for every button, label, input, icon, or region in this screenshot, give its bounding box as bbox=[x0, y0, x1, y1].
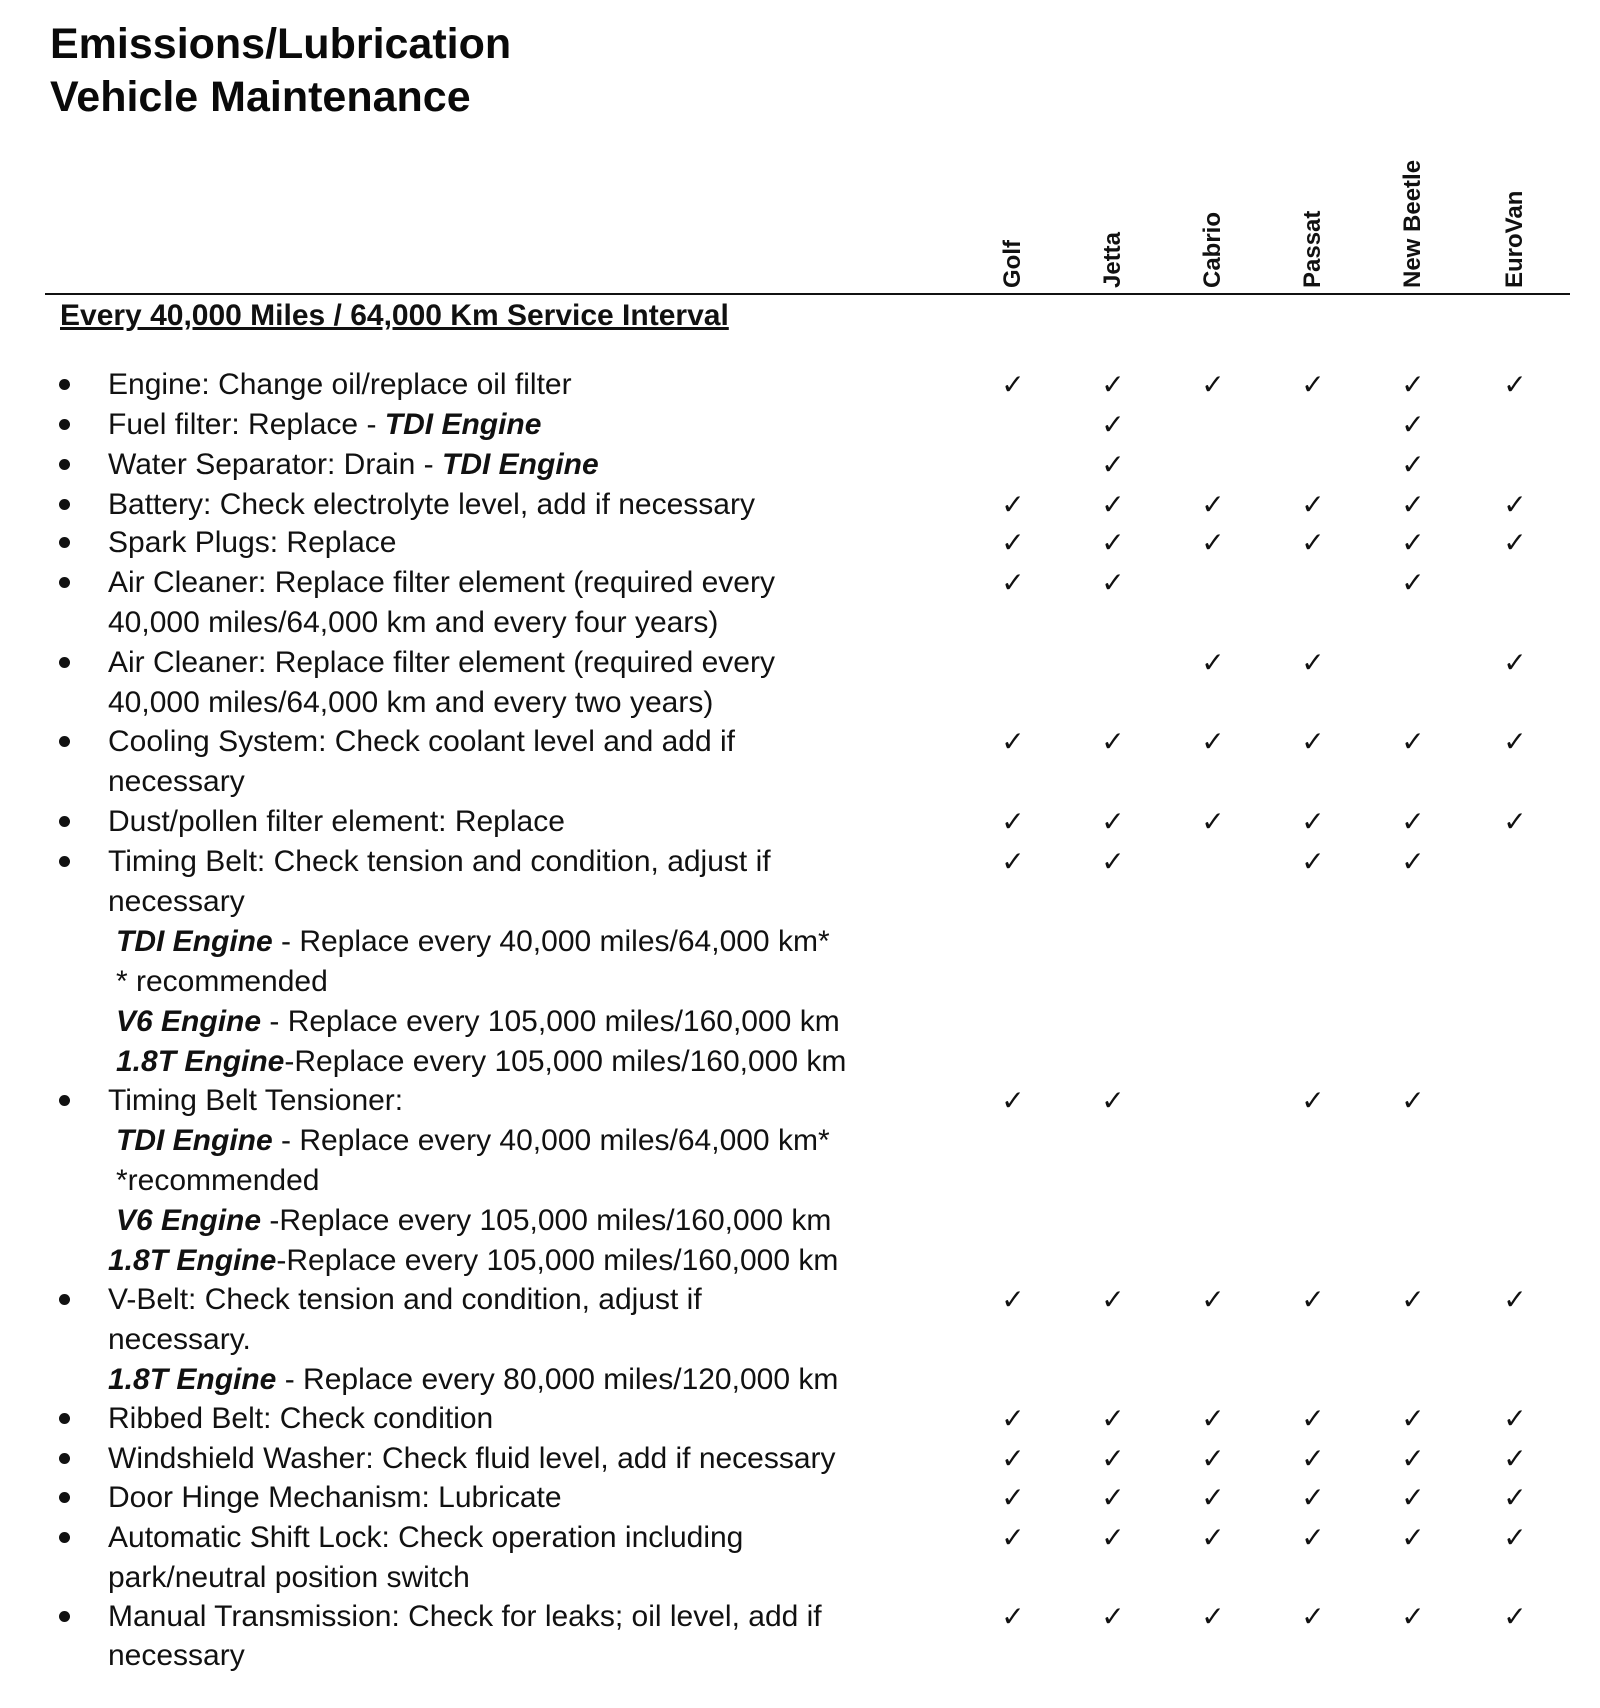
engine-label: TDI Engine bbox=[116, 925, 273, 958]
row-auto-shift-lock-cont bbox=[0, 1558, 1600, 1598]
text-segment: Water Separator: Drain - bbox=[108, 448, 442, 481]
engine-label: TDI Engine bbox=[384, 408, 542, 441]
item-text bbox=[108, 683, 713, 723]
item-text bbox=[108, 842, 771, 882]
text-segment: necessary bbox=[108, 885, 245, 918]
text-segment: Fuel filter: Replace - bbox=[108, 408, 385, 441]
column-header-new-beetle bbox=[1391, 120, 1435, 288]
row-timing-belt-tdi-note bbox=[0, 962, 1600, 1002]
checkmark-icon-passat: ✓ bbox=[1301, 805, 1325, 838]
column-header-jetta bbox=[1091, 120, 1135, 288]
bullet-icon bbox=[59, 657, 70, 668]
row-ribbed-belt bbox=[0, 1399, 1600, 1439]
text-segment: Timing Belt: Check tension and condition, adjust if bbox=[108, 845, 771, 878]
checkmark-icon-jetta: ✓ bbox=[1101, 1402, 1125, 1435]
checkmark-icon-passat: ✓ bbox=[1301, 1481, 1325, 1514]
item-text bbox=[108, 722, 735, 762]
text-segment: 40,000 miles/64,000 km and every two years) bbox=[108, 686, 714, 719]
row-door-hinge bbox=[0, 1478, 1600, 1518]
checkmark-icon-cabrio: ✓ bbox=[1201, 488, 1225, 521]
checkmark-icon-passat: ✓ bbox=[1301, 1600, 1325, 1633]
row-timing-belt-cont bbox=[0, 882, 1600, 922]
checkmark-icon-new-beetle: ✓ bbox=[1401, 805, 1425, 838]
text-segment: Door Hinge Mechanism: Lubricate bbox=[108, 1481, 562, 1514]
checkmark-icon-golf: ✓ bbox=[1001, 1442, 1025, 1475]
checkmark-icon-golf: ✓ bbox=[1001, 488, 1025, 521]
text-segment: Air Cleaner: Replace filter element (required every bbox=[108, 646, 775, 679]
item-text bbox=[108, 1241, 838, 1281]
row-timing-belt-tdi bbox=[0, 922, 1600, 962]
item-text bbox=[116, 1042, 846, 1082]
row-tensioner-v6 bbox=[0, 1201, 1600, 1241]
engine-label: 1.8T Engine bbox=[108, 1244, 277, 1277]
checkmark-icon-passat: ✓ bbox=[1301, 1521, 1325, 1554]
row-air-cleaner-4yr bbox=[0, 563, 1600, 603]
bullet-icon bbox=[59, 499, 70, 510]
bullet-icon bbox=[59, 1453, 70, 1464]
bullet-icon bbox=[59, 1532, 70, 1543]
column-header-label: Jetta bbox=[1099, 231, 1126, 288]
row-timing-belt bbox=[0, 842, 1600, 882]
row-v-belt bbox=[0, 1280, 1600, 1320]
column-header-golf bbox=[991, 120, 1035, 288]
checkmark-icon-golf: ✓ bbox=[1001, 1084, 1025, 1117]
checkmark-icon-eurovan: ✓ bbox=[1503, 488, 1527, 521]
checkmark-icon-new-beetle: ✓ bbox=[1401, 526, 1425, 559]
checkmark-icon-eurovan: ✓ bbox=[1503, 725, 1527, 758]
item-text bbox=[116, 1161, 319, 1201]
bullet-icon bbox=[59, 537, 70, 548]
checkmark-icon-jetta: ✓ bbox=[1101, 1084, 1125, 1117]
row-timing-belt-v6 bbox=[0, 1002, 1600, 1042]
item-text bbox=[116, 962, 328, 1002]
checkmark-icon-eurovan: ✓ bbox=[1503, 1442, 1527, 1475]
checkmark-icon-cabrio: ✓ bbox=[1201, 805, 1225, 838]
checkmark-icon-jetta: ✓ bbox=[1101, 1481, 1125, 1514]
row-dust-pollen-filter bbox=[0, 802, 1600, 842]
checkmark-icon-jetta: ✓ bbox=[1101, 368, 1125, 401]
text-segment: Automatic Shift Lock: Check operation including bbox=[108, 1521, 744, 1554]
checkmark-icon-golf: ✓ bbox=[1001, 526, 1025, 559]
checkmark-icon-eurovan: ✓ bbox=[1503, 368, 1527, 401]
checkmark-icon-new-beetle: ✓ bbox=[1401, 725, 1425, 758]
checkmark-icon-golf: ✓ bbox=[1001, 1481, 1025, 1514]
text-segment: *recommended bbox=[116, 1164, 320, 1197]
item-text bbox=[108, 882, 245, 922]
checkmark-icon-new-beetle: ✓ bbox=[1401, 1600, 1425, 1633]
row-manual-transmission bbox=[0, 1597, 1600, 1637]
checkmark-icon-new-beetle: ✓ bbox=[1401, 1442, 1425, 1475]
item-text bbox=[108, 1360, 838, 1400]
text-segment: Windshield Washer: Check fluid level, add if necessary bbox=[108, 1442, 836, 1475]
checkmark-icon-golf: ✓ bbox=[1001, 725, 1025, 758]
checkmark-icon-golf: ✓ bbox=[1001, 566, 1025, 599]
text-segment: necessary. bbox=[108, 1323, 251, 1356]
item-text bbox=[108, 445, 599, 485]
item-text bbox=[108, 1636, 245, 1676]
item-text bbox=[108, 603, 718, 643]
item-text bbox=[108, 1280, 702, 1320]
checkmark-icon-new-beetle: ✓ bbox=[1401, 1084, 1425, 1117]
checkmark-icon-golf: ✓ bbox=[1001, 1402, 1025, 1435]
checkmark-icon-eurovan: ✓ bbox=[1503, 1481, 1527, 1514]
item-text bbox=[116, 1002, 840, 1042]
checkmark-icon-cabrio: ✓ bbox=[1201, 725, 1225, 758]
checkmark-icon-new-beetle: ✓ bbox=[1401, 1521, 1425, 1554]
row-tensioner-tdi bbox=[0, 1121, 1600, 1161]
column-header-cabrio bbox=[1191, 120, 1235, 288]
bullet-icon bbox=[59, 816, 70, 827]
checkmark-icon-passat: ✓ bbox=[1301, 1402, 1325, 1435]
checkmark-icon-passat: ✓ bbox=[1301, 725, 1325, 758]
row-cooling-system-cont bbox=[0, 762, 1600, 802]
checkmark-icon-eurovan: ✓ bbox=[1503, 646, 1527, 679]
checkmark-icon-jetta: ✓ bbox=[1101, 1521, 1125, 1554]
item-text bbox=[108, 1320, 251, 1360]
row-auto-shift-lock bbox=[0, 1518, 1600, 1558]
text-segment: Cooling System: Check coolant level and add if bbox=[108, 725, 736, 758]
column-header-label: EuroVan bbox=[1501, 190, 1528, 288]
checkmark-icon-jetta: ✓ bbox=[1101, 1283, 1125, 1316]
column-header-eurovan bbox=[1493, 120, 1537, 288]
item-text bbox=[108, 365, 572, 405]
checkmark-icon-jetta: ✓ bbox=[1101, 805, 1125, 838]
bullet-icon bbox=[59, 856, 70, 867]
text-segment: -Replace every 105,000 miles/160,000 km bbox=[276, 1244, 839, 1277]
row-tensioner-18t bbox=[0, 1241, 1600, 1281]
checkmark-icon-passat: ✓ bbox=[1301, 845, 1325, 878]
item-text bbox=[108, 1439, 836, 1479]
checkmark-icon-golf: ✓ bbox=[1001, 805, 1025, 838]
checkmark-icon-new-beetle: ✓ bbox=[1401, 1481, 1425, 1514]
row-air-cleaner-2yr bbox=[0, 643, 1600, 683]
checkmark-icon-jetta: ✓ bbox=[1101, 845, 1125, 878]
title-line-2: Vehicle Maintenance bbox=[50, 73, 471, 121]
text-segment: -Replace every 105,000 miles/160,000 km bbox=[261, 1204, 832, 1237]
engine-label: V6 Engine bbox=[116, 1204, 262, 1237]
checkmark-icon-cabrio: ✓ bbox=[1201, 1481, 1225, 1514]
text-segment: Manual Transmission: Check for leaks; oil level, add if bbox=[108, 1600, 822, 1633]
row-air-cleaner-2yr-cont bbox=[0, 683, 1600, 723]
row-cooling-system bbox=[0, 722, 1600, 762]
bullet-icon bbox=[59, 577, 70, 588]
bullet-icon bbox=[59, 1413, 70, 1424]
bullet-icon bbox=[59, 1095, 70, 1106]
item-text bbox=[108, 485, 755, 525]
checkmark-icon-golf: ✓ bbox=[1001, 845, 1025, 878]
text-segment: necessary bbox=[108, 765, 245, 798]
checkmark-icon-new-beetle: ✓ bbox=[1401, 408, 1425, 441]
column-header-passat bbox=[1291, 120, 1335, 288]
item-text bbox=[108, 1399, 493, 1439]
checkmark-icon-eurovan: ✓ bbox=[1503, 1600, 1527, 1633]
checkmark-icon-new-beetle: ✓ bbox=[1401, 1402, 1425, 1435]
row-fuel-filter bbox=[0, 405, 1600, 445]
text-segment: - Replace every 80,000 miles/120,000 km bbox=[276, 1363, 839, 1396]
row-manual-transmission-cont bbox=[0, 1636, 1600, 1676]
bullet-icon bbox=[59, 1294, 70, 1305]
row-water-separator bbox=[0, 445, 1600, 485]
checkmark-icon-golf: ✓ bbox=[1001, 368, 1025, 401]
page-title bbox=[50, 18, 511, 124]
checkmark-icon-jetta: ✓ bbox=[1101, 526, 1125, 559]
checkmark-icon-new-beetle: ✓ bbox=[1401, 368, 1425, 401]
row-battery bbox=[0, 485, 1600, 525]
item-text bbox=[108, 643, 775, 683]
item-text bbox=[116, 1201, 831, 1241]
checkmark-icon-cabrio: ✓ bbox=[1201, 1600, 1225, 1633]
checkmark-icon-cabrio: ✓ bbox=[1201, 1283, 1225, 1316]
checkmark-icon-new-beetle: ✓ bbox=[1401, 1283, 1425, 1316]
checkmark-icon-eurovan: ✓ bbox=[1503, 1521, 1527, 1554]
checkmark-icon-new-beetle: ✓ bbox=[1401, 566, 1425, 599]
item-text bbox=[108, 563, 775, 603]
checkmark-icon-passat: ✓ bbox=[1301, 368, 1325, 401]
text-segment: Dust/pollen filter element: Replace bbox=[108, 805, 565, 838]
row-windshield-washer bbox=[0, 1439, 1600, 1479]
checkmark-icon-cabrio: ✓ bbox=[1201, 1521, 1225, 1554]
title-line-1: Emissions/Lubrication bbox=[50, 20, 512, 68]
column-header-label: Passat bbox=[1299, 210, 1326, 288]
engine-label: TDI Engine bbox=[442, 448, 599, 481]
checkmark-icon-new-beetle: ✓ bbox=[1401, 845, 1425, 878]
row-air-cleaner-4yr-cont bbox=[0, 603, 1600, 643]
text-segment: Spark Plugs: Replace bbox=[108, 526, 397, 559]
item-text bbox=[108, 405, 541, 445]
text-segment: Battery: Check electrolyte level, add if necessary bbox=[108, 488, 755, 521]
column-header-label: Cabrio bbox=[1199, 211, 1226, 288]
interval-heading: Every 40,000 Miles / 64,000 Km Service Interval bbox=[60, 299, 729, 332]
checkmark-icon-cabrio: ✓ bbox=[1201, 368, 1225, 401]
engine-label: 1.8T Engine bbox=[116, 1045, 285, 1078]
checkmark-icon-jetta: ✓ bbox=[1101, 725, 1125, 758]
row-v-belt-cont bbox=[0, 1320, 1600, 1360]
checkmark-icon-jetta: ✓ bbox=[1101, 1442, 1125, 1475]
checkmark-icon-jetta: ✓ bbox=[1101, 448, 1125, 481]
item-text bbox=[108, 523, 397, 563]
text-segment: necessary bbox=[108, 1639, 245, 1672]
bullet-icon bbox=[59, 1611, 70, 1622]
text-segment: park/neutral position switch bbox=[108, 1561, 470, 1594]
checkmark-icon-cabrio: ✓ bbox=[1201, 646, 1225, 679]
checkmark-icon-jetta: ✓ bbox=[1101, 1600, 1125, 1633]
checkmark-icon-golf: ✓ bbox=[1001, 1283, 1025, 1316]
text-segment: V-Belt: Check tension and condition, adjust if bbox=[108, 1283, 702, 1316]
item-text bbox=[108, 1558, 470, 1598]
text-segment: Air Cleaner: Replace filter element (required every bbox=[108, 566, 775, 599]
row-timing-belt-18t bbox=[0, 1042, 1600, 1082]
text-segment: Timing Belt Tensioner: bbox=[108, 1084, 404, 1117]
checkmark-icon-eurovan: ✓ bbox=[1503, 1402, 1527, 1435]
bullet-icon bbox=[59, 736, 70, 747]
checkmark-icon-jetta: ✓ bbox=[1101, 408, 1125, 441]
column-header-label: New Beetle bbox=[1399, 159, 1426, 288]
text-segment: - Replace every 105,000 miles/160,000 km bbox=[261, 1005, 840, 1038]
text-segment: - Replace every 40,000 miles/64,000 km* bbox=[272, 925, 830, 958]
row-engine-oil bbox=[0, 365, 1600, 405]
checkmark-icon-golf: ✓ bbox=[1001, 1600, 1025, 1633]
item-text bbox=[116, 922, 830, 962]
item-text bbox=[108, 802, 565, 842]
checkmark-icon-passat: ✓ bbox=[1301, 526, 1325, 559]
text-segment: Ribbed Belt: Check condition bbox=[108, 1402, 494, 1435]
checkmark-icon-eurovan: ✓ bbox=[1503, 1283, 1527, 1316]
text-segment: Engine: Change oil/replace oil filter bbox=[108, 368, 572, 401]
checkmark-icon-passat: ✓ bbox=[1301, 646, 1325, 679]
text-segment: -Replace every 105,000 miles/160,000 km bbox=[284, 1045, 847, 1078]
item-text bbox=[108, 1518, 743, 1558]
item-text bbox=[108, 1081, 403, 1121]
checkmark-icon-new-beetle: ✓ bbox=[1401, 488, 1425, 521]
checkmark-icon-passat: ✓ bbox=[1301, 1442, 1325, 1475]
column-header-label: Golf bbox=[999, 240, 1026, 288]
checkmark-icon-passat: ✓ bbox=[1301, 1283, 1325, 1316]
checkmark-icon-jetta: ✓ bbox=[1101, 566, 1125, 599]
checkmark-icon-golf: ✓ bbox=[1001, 1521, 1025, 1554]
item-text bbox=[108, 1478, 562, 1518]
engine-label: V6 Engine bbox=[116, 1005, 262, 1038]
engine-label: 1.8T Engine bbox=[108, 1363, 277, 1396]
bullet-icon bbox=[59, 419, 70, 430]
checkmark-icon-cabrio: ✓ bbox=[1201, 1402, 1225, 1435]
checkmark-icon-cabrio: ✓ bbox=[1201, 526, 1225, 559]
item-text bbox=[108, 762, 245, 802]
row-spark-plugs bbox=[0, 523, 1600, 563]
item-text bbox=[116, 1121, 830, 1161]
row-v-belt-18t bbox=[0, 1360, 1600, 1400]
checkmark-icon-jetta: ✓ bbox=[1101, 488, 1125, 521]
text-segment: 40,000 miles/64,000 km and every four years) bbox=[108, 606, 719, 639]
checkmark-icon-new-beetle: ✓ bbox=[1401, 448, 1425, 481]
item-text bbox=[108, 1597, 822, 1637]
bullet-icon bbox=[59, 379, 70, 390]
text-segment: - Replace every 40,000 miles/64,000 km* bbox=[272, 1124, 830, 1157]
row-timing-belt-tensioner bbox=[0, 1081, 1600, 1121]
header-divider bbox=[45, 293, 1570, 295]
text-segment: * recommended bbox=[116, 965, 328, 998]
engine-label: TDI Engine bbox=[116, 1124, 273, 1157]
bullet-icon bbox=[59, 459, 70, 470]
checkmark-icon-passat: ✓ bbox=[1301, 488, 1325, 521]
checkmark-icon-passat: ✓ bbox=[1301, 1084, 1325, 1117]
row-tensioner-tdi-note bbox=[0, 1161, 1600, 1201]
bullet-icon bbox=[59, 1492, 70, 1503]
checkmark-icon-cabrio: ✓ bbox=[1201, 1442, 1225, 1475]
checkmark-icon-eurovan: ✓ bbox=[1503, 805, 1527, 838]
checkmark-icon-eurovan: ✓ bbox=[1503, 526, 1527, 559]
